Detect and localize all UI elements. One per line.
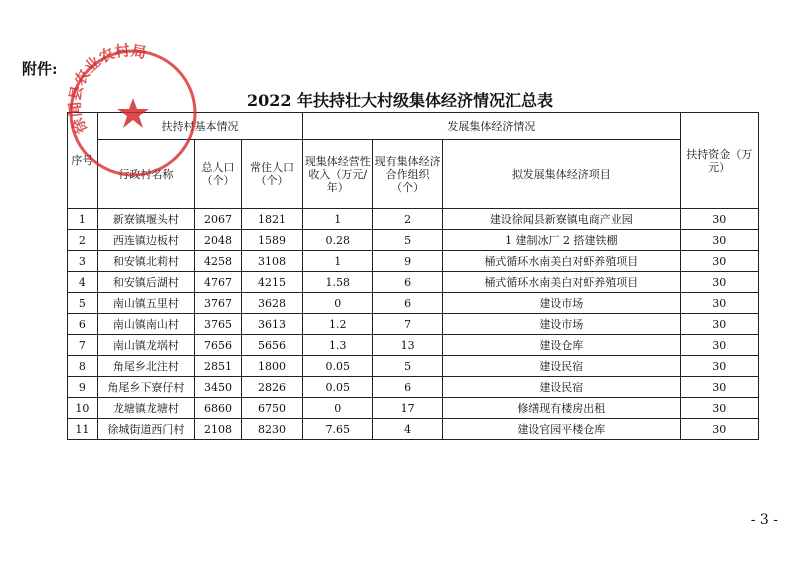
cell-total: 2851	[195, 356, 242, 377]
cell-resident: 1821	[241, 209, 302, 230]
cell-income: 0	[303, 398, 373, 419]
cell-village: 南山镇南山村	[97, 314, 194, 335]
cell-total: 3450	[195, 377, 242, 398]
cell-coops: 9	[373, 251, 443, 272]
cell-project: 1 建制冰厂 2 搭建铁棚	[443, 230, 680, 251]
cell-coops: 13	[373, 335, 443, 356]
table-row	[68, 272, 759, 293]
cell-funding: 30	[680, 230, 758, 251]
cell-resident: 2826	[241, 377, 302, 398]
cell-no: 9	[68, 377, 98, 398]
cell-village: 南山镇五里村	[97, 293, 194, 314]
cell-income: 1	[303, 209, 373, 230]
cell-coops: 5	[373, 230, 443, 251]
attachment-label: 附件:	[22, 60, 58, 78]
table-row	[68, 251, 759, 272]
cell-no: 5	[68, 293, 98, 314]
header-funding: 扶持资金（万元）	[680, 113, 758, 209]
cell-coops: 6	[373, 272, 443, 293]
cell-total: 3767	[195, 293, 242, 314]
cell-resident: 1800	[241, 356, 302, 377]
cell-project: 桶式循环水南美白对虾养殖项目	[443, 251, 680, 272]
header-seq: 序号	[68, 113, 98, 209]
table-row	[68, 398, 759, 419]
cell-resident: 1589	[241, 230, 302, 251]
cell-project: 建设市场	[443, 314, 680, 335]
cell-income: 0.05	[303, 377, 373, 398]
header-row-1	[68, 113, 759, 140]
cell-funding: 30	[680, 272, 758, 293]
cell-total: 4767	[195, 272, 242, 293]
cell-funding: 30	[680, 356, 758, 377]
summary-table	[67, 112, 759, 440]
cell-coops: 4	[373, 419, 443, 440]
cell-village: 角尾乡北注村	[97, 356, 194, 377]
cell-village: 徐城街道西门村	[97, 419, 194, 440]
cell-coops: 7	[373, 314, 443, 335]
cell-income: 0	[303, 293, 373, 314]
cell-funding: 30	[680, 398, 758, 419]
cell-total: 4258	[195, 251, 242, 272]
cell-income: 0.28	[303, 230, 373, 251]
cell-total: 2108	[195, 419, 242, 440]
cell-project: 建设徐闻县新寮镇电商产业园	[443, 209, 680, 230]
cell-project: 修缮现有楼房出租	[443, 398, 680, 419]
cell-project: 桶式循环水南美白对虾养殖项目	[443, 272, 680, 293]
cell-no: 2	[68, 230, 98, 251]
cell-funding: 30	[680, 377, 758, 398]
cell-total: 3765	[195, 314, 242, 335]
seal-text: 徐闻县农业农村局	[65, 41, 149, 137]
cell-no: 10	[68, 398, 98, 419]
table-row	[68, 335, 759, 356]
cell-resident: 4215	[241, 272, 302, 293]
header-basic-info: 扶持村基本情况	[97, 113, 303, 140]
cell-village: 西连镇边板村	[97, 230, 194, 251]
cell-coops: 2	[373, 209, 443, 230]
cell-coops: 5	[373, 356, 443, 377]
cell-resident: 8230	[241, 419, 302, 440]
cell-total: 6860	[195, 398, 242, 419]
cell-income: 1.58	[303, 272, 373, 293]
cell-no: 3	[68, 251, 98, 272]
cell-funding: 30	[680, 293, 758, 314]
cell-village: 角尾乡下寮仔村	[97, 377, 194, 398]
cell-village: 和安镇后湖村	[97, 272, 194, 293]
cell-coops: 6	[373, 377, 443, 398]
cell-total: 2067	[195, 209, 242, 230]
cell-funding: 30	[680, 335, 758, 356]
cell-resident: 3613	[241, 314, 302, 335]
cell-village: 新寮镇堰头村	[97, 209, 194, 230]
page-number: - 3 -	[750, 512, 778, 528]
cell-coops: 6	[373, 293, 443, 314]
cell-income: 1.2	[303, 314, 373, 335]
cell-no: 1	[68, 209, 98, 230]
cell-resident: 3628	[241, 293, 302, 314]
cell-resident: 3108	[241, 251, 302, 272]
cell-village: 和安镇北莉村	[97, 251, 194, 272]
cell-village: 龙塘镇龙塘村	[97, 398, 194, 419]
cell-project: 建设市场	[443, 293, 680, 314]
cell-no: 7	[68, 335, 98, 356]
cell-funding: 30	[680, 251, 758, 272]
header-total-pop: 总人口（个）	[195, 140, 242, 209]
header-development: 发展集体经济情况	[303, 113, 680, 140]
cell-project: 建设官园平楼仓库	[443, 419, 680, 440]
cell-no: 8	[68, 356, 98, 377]
cell-income: 1.3	[303, 335, 373, 356]
table-row	[68, 230, 759, 251]
cell-no: 4	[68, 272, 98, 293]
table-row	[68, 356, 759, 377]
document-title: 2022 年扶持壮大村级集体经济情况汇总表	[246, 91, 554, 110]
cell-project: 建设民宿	[443, 377, 680, 398]
cell-resident: 5656	[241, 335, 302, 356]
cell-funding: 30	[680, 209, 758, 230]
cell-total: 2048	[195, 230, 242, 251]
cell-income: 0.05	[303, 356, 373, 377]
table-row	[68, 293, 759, 314]
header-village: 行政村名称	[97, 140, 194, 209]
table-row	[68, 419, 759, 440]
cell-total: 7656	[195, 335, 242, 356]
header-resident-pop: 常住人口（个）	[241, 140, 302, 209]
header-project: 拟发展集体经济项目	[443, 140, 680, 209]
cell-resident: 6750	[241, 398, 302, 419]
table-row	[68, 314, 759, 335]
header-income: 现集体经营性收入（万元/年）	[303, 140, 373, 209]
cell-village: 南山镇龙埚村	[97, 335, 194, 356]
cell-income: 7.65	[303, 419, 373, 440]
cell-funding: 30	[680, 419, 758, 440]
cell-coops: 17	[373, 398, 443, 419]
cell-income: 1	[303, 251, 373, 272]
cell-no: 6	[68, 314, 98, 335]
header-row-2	[68, 140, 759, 209]
cell-project: 建设民宿	[443, 356, 680, 377]
cell-project: 建设仓库	[443, 335, 680, 356]
table-row	[68, 377, 759, 398]
table-row	[68, 209, 759, 230]
cell-funding: 30	[680, 314, 758, 335]
cell-no: 11	[68, 419, 98, 440]
header-coops: 现有集体经济合作组织（个）	[373, 140, 443, 209]
